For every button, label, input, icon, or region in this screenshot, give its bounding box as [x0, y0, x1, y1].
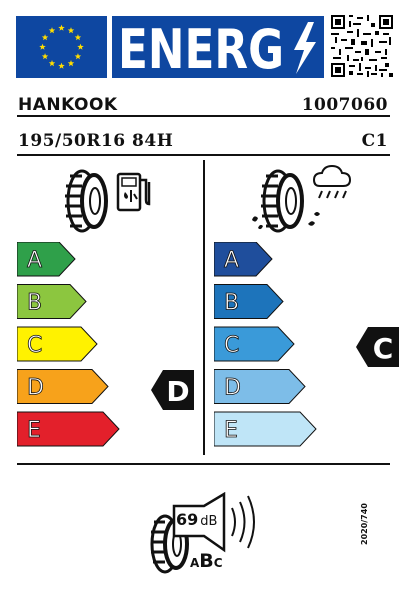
fuel-efficiency-label-a: A: [27, 248, 43, 273]
qr-code-icon: [331, 15, 393, 77]
noise-class-scale: [190, 550, 223, 572]
divider-bottom: [17, 463, 390, 465]
regulation-number: 2020/740: [360, 503, 369, 545]
wet-grip-label-b: B: [224, 290, 240, 316]
fuel-pump-tyre-icon: [60, 168, 155, 234]
eu-flag-icon: [16, 16, 107, 78]
column-divider: [203, 160, 205, 455]
wet-grip-label-a: A: [224, 248, 240, 273]
divider-top: [17, 115, 390, 117]
fuel-efficiency-label-d: D: [27, 375, 44, 401]
wet-grip-label-c: C: [224, 333, 240, 358]
fuel-efficiency-bar-a: [17, 242, 75, 276]
noise-value: [176, 510, 217, 529]
article-number: 1007060: [301, 95, 388, 115]
noise-class-b: B: [199, 550, 214, 572]
noise-db-unit: dB: [200, 514, 218, 529]
noise-class-c: C: [213, 556, 223, 570]
tyre-class: C1: [361, 131, 388, 151]
noise-class-a: A: [190, 556, 200, 570]
wet-grip-rating-indicator: [356, 327, 399, 367]
fuel-efficiency-rating-indicator: [151, 370, 194, 410]
fuel-efficiency-rating: D: [166, 375, 190, 408]
tyre-size: 195/50R16 84H: [18, 131, 174, 151]
fuel-efficiency-label-e: E: [27, 418, 41, 443]
energy-title: [112, 16, 324, 78]
fuel-efficiency-scale: [17, 242, 127, 452]
tyre-brand: HANKOOK: [18, 95, 118, 115]
fuel-efficiency-label-b: B: [27, 290, 43, 316]
wet-grip-label-d: D: [224, 375, 241, 401]
wet-grip-scale: [214, 242, 324, 452]
rain-cloud-tyre-icon: [248, 164, 360, 236]
wet-grip-rating: C: [372, 332, 394, 365]
divider-size: [17, 154, 390, 156]
energy-title-text: ENERG: [118, 18, 284, 78]
wet-grip-bar-a: [214, 242, 272, 276]
noise-db-value: 69: [176, 510, 199, 529]
fuel-efficiency-label-c: C: [27, 333, 43, 358]
wet-grip-label-e: E: [224, 418, 238, 443]
